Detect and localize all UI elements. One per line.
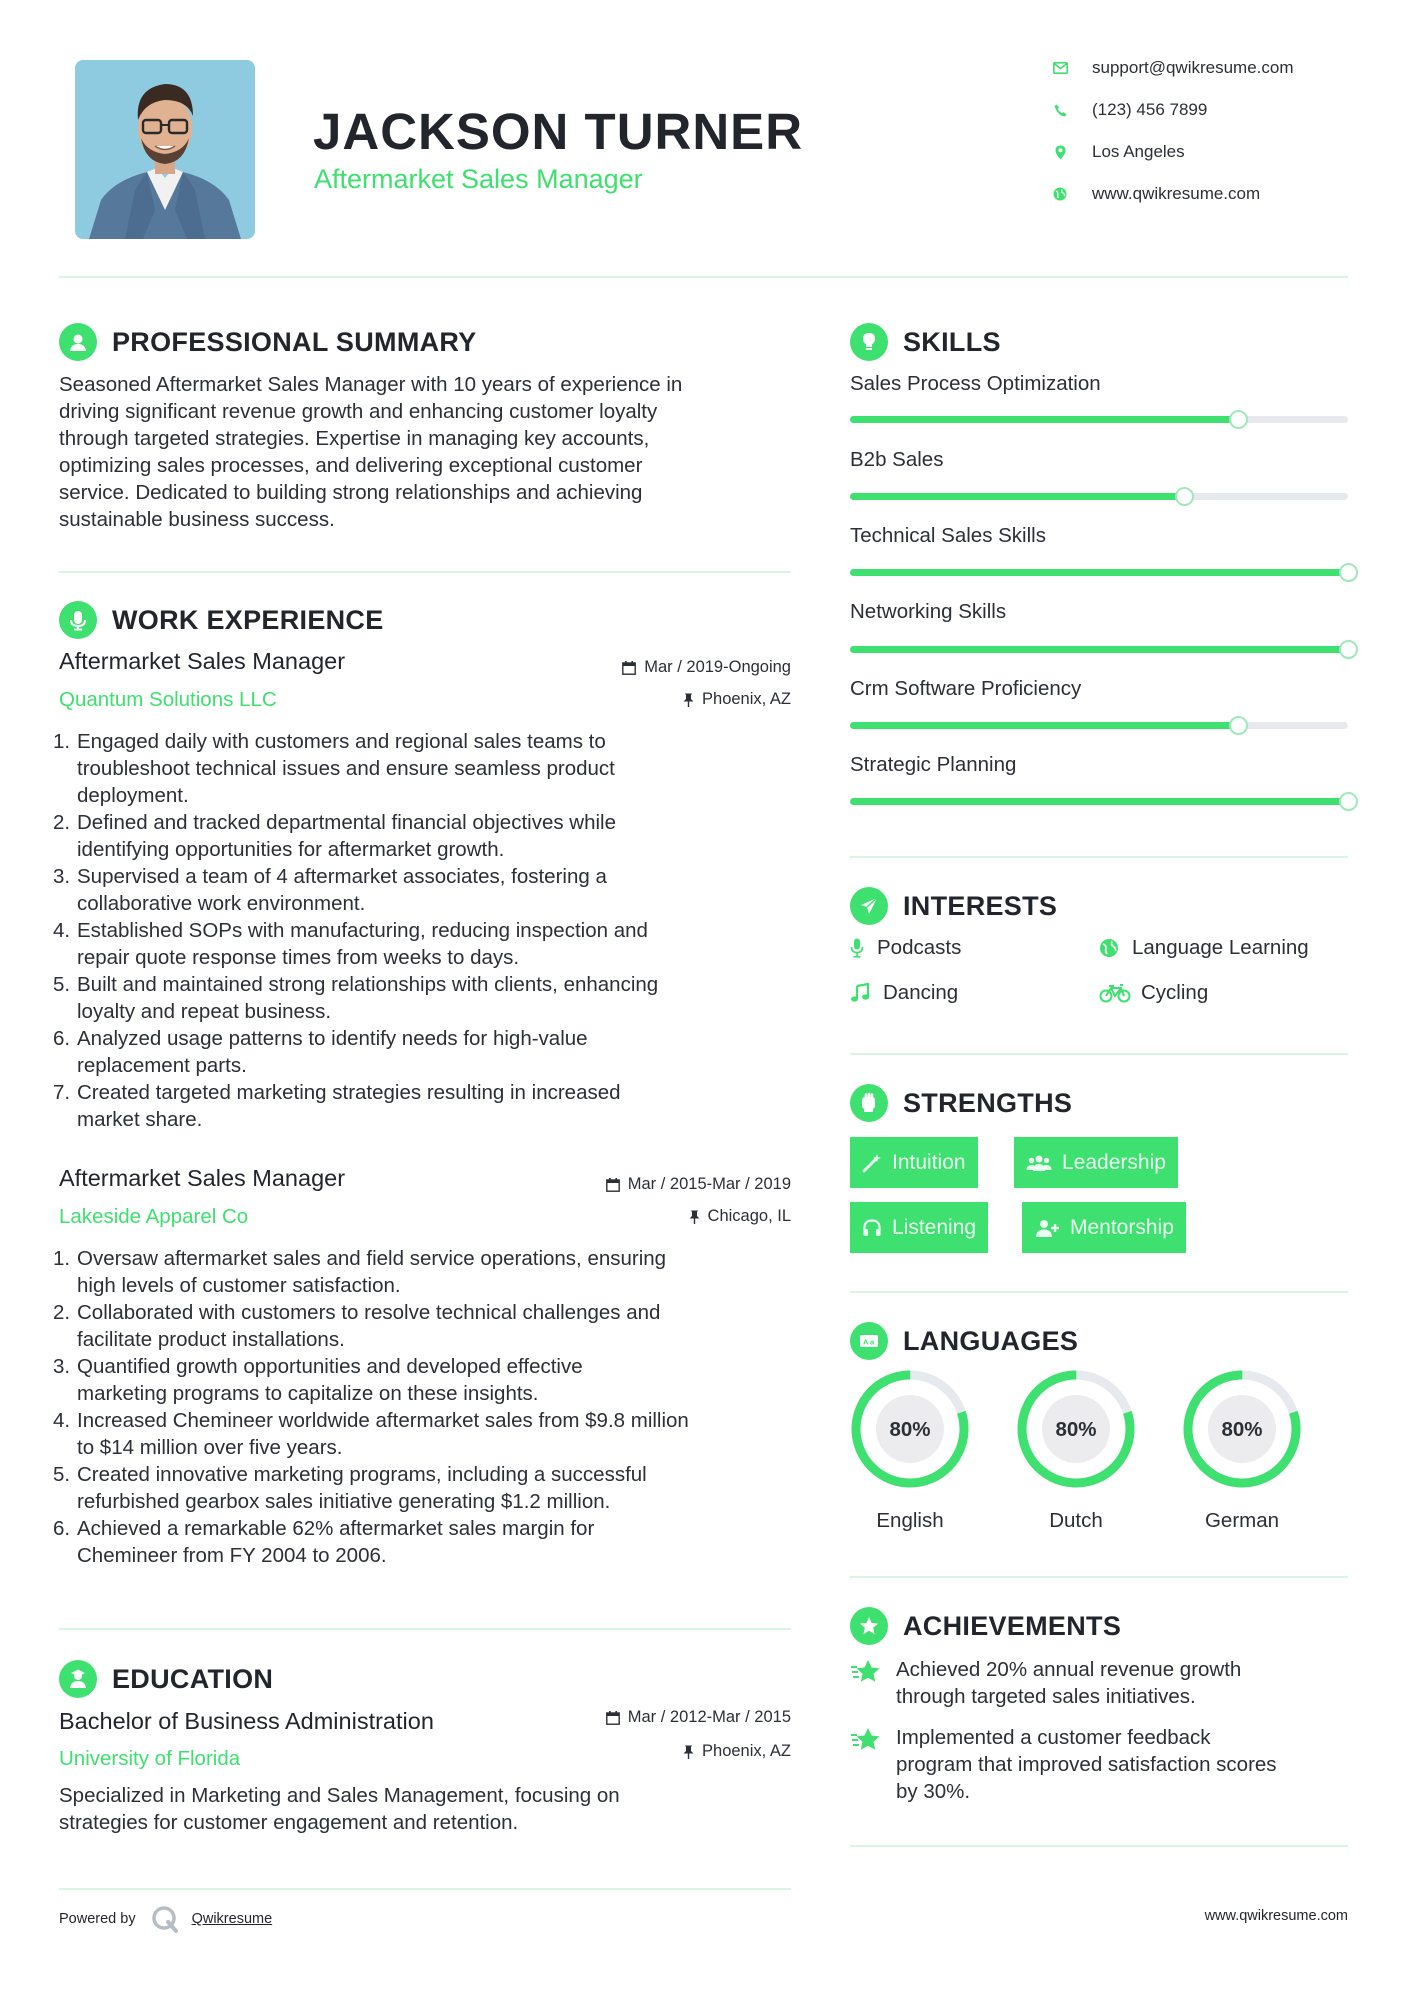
job-title: Aftermarket Sales Manager [59,1165,346,1191]
bullet-line: deployment. [77,784,189,807]
strengths-heading [850,1084,1072,1122]
skill-bar-knob[interactable] [1339,640,1358,659]
candidate-name: JACKSON TURNER [313,103,804,160]
school-name: University of Florida [59,1747,241,1770]
star-badge-icon [850,1607,888,1645]
magic-wand-icon [862,1153,882,1173]
list-item [53,863,809,917]
education-location-text: Phoenix, AZ [702,1742,791,1760]
interest-label: Language Learning [1132,936,1309,959]
skill-bar-fill [850,493,1184,500]
skill-bar-knob[interactable] [1175,487,1194,506]
pushpin-icon [683,1745,694,1759]
language-name: English [876,1509,944,1532]
bullet-line: Quantified growth opportunities and developed effective [77,1355,583,1378]
summary-line: optimizing sales processes, and delivering exceptional customer [59,454,643,477]
contact-email-text: support@qwikresume.com [1092,58,1294,77]
email-icon [1052,60,1068,76]
star-icon [850,1658,882,1686]
language-donut [849,1368,971,1490]
skill-bar [850,646,1348,653]
qwikresume-logo-icon [150,1904,180,1934]
job-dates-text: Mar / 2015-Mar / 2019 [627,1175,791,1193]
skill-name: Crm Software Proficiency [850,677,1082,700]
achievements-heading-text: ACHIEVEMENTS [903,1610,1122,1641]
bullet-line: Established SOPs with manufacturing, reducing inspection and [77,919,648,942]
job-dates [500,1175,791,1194]
pushpin-icon [689,1210,700,1224]
achievement-line: Implemented a customer feedback [896,1726,1211,1749]
interest-label: Podcasts [877,936,962,959]
bullet-number: 4. [53,919,71,942]
bullet-line: Built and maintained strong relationships with clients, enhancing [77,973,659,996]
education-line: Specialized in Marketing and Sales Management, focusing on [59,1784,620,1807]
list-item [53,1025,809,1079]
globe-icon [1099,938,1119,958]
interest-item [850,981,958,1005]
bullet-number: 1. [53,1247,71,1270]
achievement-item [850,1724,1277,1805]
skill-bar-fill [850,798,1348,805]
bullet-line: refurbished gearbox sales initiative generating $1.2 million. [77,1490,611,1513]
summary-line: driving significant revenue growth and enhancing customer loyalty [59,400,658,423]
briefcase-icon [59,601,97,639]
language-percent: 80% [889,1418,931,1441]
header-divider [59,276,1348,278]
education-heading-text: EDUCATION [112,1663,274,1694]
user-plus-icon [1034,1218,1060,1238]
strength-chip [1022,1202,1186,1253]
bullet-number: 6. [53,1027,71,1050]
achievement-line: by 30%. [896,1780,971,1803]
bullet-number: 3. [53,1355,71,1378]
bullet-line: Increased Chemineer worldwide aftermarket sales from $9.8 million [77,1409,689,1432]
skill-name: Sales Process Optimization [850,372,1101,395]
list-item [53,809,809,863]
language-card-icon [850,1322,888,1360]
job-location [500,1207,791,1226]
list-item [53,1079,809,1133]
job-location-text: Chicago, IL [707,1207,791,1225]
interests-heading-text: INTERESTS [903,890,1058,921]
summary-line: through targeted strategies. Expertise in managing key accounts, [59,427,650,450]
language-name: German [1204,1509,1280,1532]
fist-icon [850,1084,888,1122]
bullet-line: Created innovative marketing programs, including a successful [77,1463,647,1486]
company-name: Lakeside Apparel Co [59,1205,249,1228]
calendar-icon [606,1178,620,1192]
bullet-line: Created targeted marketing strategies resulting in increased [77,1081,621,1104]
calendar-icon [622,661,636,675]
bullet-number: 6. [53,1517,71,1540]
contact-phone[interactable] [1052,100,1207,120]
strengths-heading-text: STRENGTHS [903,1087,1073,1118]
job-title: Aftermarket Sales Manager [59,648,346,674]
headphones-icon [862,1218,882,1238]
paper-plane-icon [850,887,888,925]
users-icon [1026,1153,1052,1173]
work-divider [59,1628,791,1630]
skill-bar [850,416,1348,423]
skill-name: Networking Skills [850,600,1007,623]
degree: Bachelor of Business Administration [59,1708,434,1734]
achievement-item [850,1656,1241,1710]
achievement-line: program that improved satisfaction scores [896,1753,1277,1776]
calendar-icon [606,1711,620,1725]
svg-text:a: a [870,1337,875,1347]
bullet-number: 7. [53,1081,71,1104]
list-item [53,1407,809,1461]
bullet-line: Achieved a remarkable 62% aftermarket sales margin for [77,1517,595,1540]
work-heading [59,601,384,639]
bullet-line: identifying opportunities for aftermarket growth. [77,838,505,861]
list-item [53,1245,809,1299]
strength-label: Mentorship [1070,1215,1174,1239]
language-item [1181,1368,1303,1533]
contact-website[interactable] [1052,184,1260,204]
bullet-number: 5. [53,973,71,996]
phone-icon [1052,102,1068,118]
strengths-divider [850,1291,1348,1293]
skill-name: Technical Sales Skills [850,524,1046,547]
summary-heading-text: PROFESSIONAL SUMMARY [112,326,477,357]
summary-line: Seasoned Aftermarket Sales Manager with 10 years of experience in [59,373,683,396]
location-pin-icon [1052,144,1068,160]
summary-line: sustainable business success. [59,508,335,531]
bullet-line: facilitate product installations. [77,1328,345,1351]
languages-divider [850,1576,1348,1578]
skill-bar [850,798,1348,805]
strength-chip [1014,1137,1178,1188]
language-item [849,1368,971,1533]
education-dates-text: Mar / 2012-Mar / 2015 [627,1708,791,1726]
strength-label: Intuition [892,1150,966,1174]
bullet-line: Oversaw aftermarket sales and field service operations, ensuring [77,1247,667,1270]
languages-heading [850,1322,1078,1360]
language-percent: 80% [1055,1418,1097,1441]
interests-divider [850,1053,1348,1055]
contact-location-text: Los Angeles [1092,142,1185,161]
skills-heading-text: SKILLS [903,326,1001,357]
achievements-divider [850,1845,1348,1847]
skill-bar [850,569,1348,576]
interest-label: Cycling [1141,981,1209,1004]
list-item [53,917,809,971]
skill-bar [850,493,1348,500]
skill-bar-fill [850,722,1238,729]
contact-location [1052,142,1185,162]
skill-name: Strategic Planning [850,753,1017,776]
microphone-icon [850,938,864,958]
list-item [53,1353,809,1407]
bullet-line: Analyzed usage patterns to identify needs for high-value [77,1027,588,1050]
skill-bar-knob[interactable] [1339,792,1358,811]
skills-heading [850,323,1001,361]
language-percent: 80% [1221,1418,1263,1441]
skill-bar-knob[interactable] [1339,563,1358,582]
qwikresume-link[interactable]: Qwikresume [191,1911,273,1927]
bullet-number: 2. [53,1301,71,1324]
education-location [500,1742,791,1761]
contact-email[interactable] [1052,58,1294,78]
education-heading [59,1660,273,1698]
achievements-heading [850,1607,1121,1645]
footer-url[interactable]: www.qwikresume.com [1204,1908,1348,1924]
bullet-line: repair quote response times from weeks to days. [77,946,520,969]
list-item [53,728,809,809]
list-item [53,1515,809,1569]
bullet-line: loyalty and repeat business. [77,1000,332,1023]
powered-by-text: Powered by [59,1911,136,1927]
bullet-line: troubleshoot technical issues and ensure seamless product [77,757,615,780]
job-responsibilities [53,728,809,1133]
skills-divider [850,856,1348,858]
skill-bar-knob[interactable] [1229,716,1248,735]
strength-chip [850,1137,978,1188]
bullet-number: 5. [53,1463,71,1486]
bullet-line: marketing programs to capitalize on these insights. [77,1382,539,1405]
interest-item [1099,936,1309,960]
contact-phone-text: (123) 456 7899 [1092,100,1208,119]
summary-text [59,371,799,533]
bullet-line: replacement parts. [77,1054,247,1077]
bullet-line: Collaborated with customers to resolve technical challenges and [77,1301,661,1324]
summary-divider [59,571,791,573]
interests-heading [850,887,1057,925]
profile-photo [75,60,255,239]
graduation-icon [59,1660,97,1698]
bullet-line: Chemineer from FY 2004 to 2006. [77,1544,387,1567]
contact-website-text: www.qwikresume.com [1092,184,1261,203]
work-heading-text: WORK EXPERIENCE [112,604,384,635]
skill-bar-fill [850,416,1238,423]
music-note-icon [850,983,870,1003]
language-donut [1015,1368,1137,1490]
pushpin-icon [683,693,694,707]
job-responsibilities [53,1245,809,1569]
list-item [53,1299,809,1353]
candidate-title: Aftermarket Sales Manager [314,164,643,194]
interest-item [850,936,961,960]
user-icon [59,323,97,361]
company-name: Quantum Solutions LLC [59,688,277,711]
globe-icon [1052,186,1068,202]
strength-label: Leadership [1062,1150,1166,1174]
list-item [53,971,809,1025]
svg-text:A: A [863,1337,869,1347]
skill-bar-fill [850,646,1348,653]
interest-label: Dancing [883,981,959,1004]
bicycle-icon [1099,983,1131,1003]
strength-chip [850,1202,988,1253]
bullet-line: high levels of customer satisfaction. [77,1274,401,1297]
bullet-line: Engaged daily with customers and regional sales teams to [77,730,606,753]
lightbulb-icon [850,323,888,361]
skill-name: B2b Sales [850,448,944,471]
interest-item [1099,981,1208,1005]
job-dates [500,658,791,677]
bullet-number: 2. [53,811,71,834]
education-line: strategies for customer engagement and retention. [59,1811,519,1834]
bullet-line: Defined and tracked departmental financial objectives while [77,811,617,834]
job-location [500,690,791,709]
summary-heading [59,323,477,361]
languages-heading-text: LANGUAGES [903,1325,1079,1356]
bullet-number: 4. [53,1409,71,1432]
language-item [1015,1368,1137,1533]
bullet-line: to $14 million over five years. [77,1436,343,1459]
achievement-line: Achieved 20% annual revenue growth [896,1658,1242,1681]
job-location-text: Phoenix, AZ [702,690,791,708]
language-donut [1181,1368,1303,1490]
bullet-line: Supervised a team of 4 aftermarket associates, fostering a [77,865,607,888]
summary-line: service. Dedicated to building strong relationships and achieving [59,481,643,504]
achievement-line: through targeted sales initiatives. [896,1685,1196,1708]
language-name: Dutch [1049,1509,1103,1532]
job-dates-text: Mar / 2019-Ongoing [644,658,791,676]
star-icon [850,1726,882,1754]
skill-bar [850,722,1348,729]
education-dates [500,1708,791,1727]
education-divider [59,1888,791,1890]
education-description [59,1782,799,1836]
bullet-line: market share. [77,1108,203,1131]
list-item [53,1461,809,1515]
bullet-line: collaborative work environment. [77,892,366,915]
bullet-number: 3. [53,865,71,888]
powered-by [59,1904,272,1934]
skill-bar-knob[interactable] [1229,410,1248,429]
strength-label: Listening [892,1215,977,1239]
bullet-number: 1. [53,730,71,753]
skill-bar-fill [850,569,1348,576]
